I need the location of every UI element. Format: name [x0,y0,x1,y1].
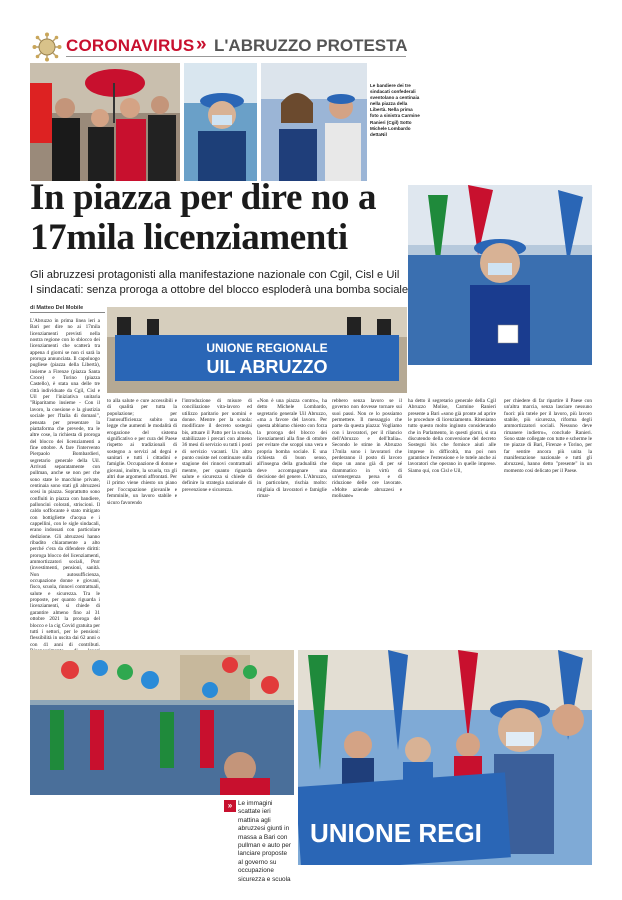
header-rule [66,56,406,57]
article-column-4: «Non è una piazza contro», ha detto Michele Lombardo, segretario generale Uil Abruzzo, «ma a favore del lavoro. Per questa abbiamo chiesto con forza la proroga del blocco dei licenziamenti alla fine di ottobre per evitare che scoppi una vera e propria bomba sociale. E una richiesta di buon senso, all'insegna della gradualità che deve accompagnare una decisione del genere. L'Abruzzo, in particolare, rischia molto: migliaia di lavoratori e famiglie rimar- [257,398,327,500]
section-subkicker: L'ABRUZZO PROTESTA [214,36,408,55]
headline: In piazza per dire no a 17mila licenziamenti [30,177,377,258]
photo-banner [107,307,407,393]
photo-top-1 [30,63,180,181]
article-column-6: ha detto il segretario generale della Cgil Abruzzo Molise, Carmine Ranieri presente a Bari «sono già pronte ad aprire le procedure di licenziamento. Riteniamo tutto questo molto inginsto considerando che in Parlamento, in questi giorni, si sta discutendo della conversione del decreto Sostegni bis che fornisce aiuti alle imprese in difficoltà, ma poi non garantisce l'estensione e le tutele anche ai lavoratori che operano in quelle imprese. Siamo qui, con Cisl e Uil, [408,398,496,474]
photo-right [408,185,592,365]
photo-bottom-left [30,650,294,795]
byline: di Matteo Del Mobile [30,305,84,311]
bottom-caption-text: Le immagini scattate ieri mattina agli abruzzesi giunti in massa a Bari con pullman e auto per lanciare proposte al governo su occupazione sicurezza e scuola [238,800,291,883]
subtitle-line-2: I sindacati: senza proroga a ottobre del blocco esploderà una bomba sociale [30,284,409,296]
byline-rule [30,312,105,313]
banner-text-2: UIL ABRUZZO [206,357,328,377]
top-photo-caption: Le bandiere dei tre sindacati confederali sventolano a centinaia nella piazza della Libertà. Nella prima foto a sinistra Carmine Ranieri (Cgil) Sotto Michele Lombardo dettaNil [370,83,420,137]
article-column-3: l'introduzione di misure di conciliazione vita-lavoro ed utilizzo paritario per uomini e donne. Mentre per la scuola: modificare il decreto sostegni bis, attuare il Patto per la scuola, stabilizzare i precari con almeno 36 mesi di servizio su tutti i posti di servizio vacanti. Un altro punto cosiste nel continuare sulla stagione dei rinnovi contrattuali mentre, per quanto riguarda salute e sicurezza si chiede di definire la strategia nazionale di prevenzione e sicurezza. [182,398,252,493]
bottom-banner-text: UNIONE REGI [310,818,482,848]
article-column-7: per chiedere di far ripartire il Paese con un'altra marcia, senza lasciare nessuno fuori: più tutele per il lavoro, più lavoro stabile, più sicurezza, riforma degli ammortizzatori sociali. Nessuno deve rimanere indietro», conclude Ranieri. Sono state collegate con tutte e scherme le tre piazze di Bari, Firenze e Torino, per far sentire ancora più unita la manifestazione nazionale e tutti gli abruzzesi, hanno detto "presente" in un momento così delicato per il Paese. [504,398,593,474]
article-column-1: L'Abruzzo in prima linea ieri a Bari per dire no ai 17mila licenziamenti previsti nella nostra regione con lo sblocco dei licenziamenti che scatterà tra appena 4 giorni se non ci sarà la proroga annunciata. Il capoluogo pugliese (piazza della Libertà), insieme a Firenze (piazza Santa Croce) e Torino (piazza Castello), è stata una delle tre città individuate da Cgil, Cisl e Uil per l'iniziativa unitaria "Riparitamo insieme - Con il lavoro, la coesione e la giustizia sociale per l'Italia di domani", pensata per presentare la piattaforma che prevede, tra le altre cose, la richiesta di proroga del blocco dei licenziamenti a fine ottobre. A fare l'intervento Pierpaolo Bombardieri, segretario generale della Uil. Arrivati separatamente con pullman, anche se non per che sono state le macchine private, centinaia sono stati gli abruzzesi scesi in piazza. Soprattutto sono confluiti in piazza con bandiere, palloncini colorati, striscioni. Il caldo soffocante è stato mitigato con bottigliette d'acqua e i cappellini, con le sigle sindacali, erano indossati con particolare dedizione. Gli abruzzesi hanno ribadito chiaramente a alto perché c'era da difendere diritti: proroga blocco del licenziamenti, ammortizzatori sociali, Pnrr (investimenti, pensioni, sanità. Non autosufficienza, occupazione donne e giovani, fisco, scuola, rinnovi contrattuali, salute e sicurezza. Tra le proposte, per quanto riguarda i licenziamenti, si chiede di garantire almeno fino al 31 ottobre 2021 la proroga del blocco e la cig Covid gratuita per tutti i settori, per le pensioni: flessibilità in uscita dai 62 anni o con 41 anni di contributi. [30,318,100,648]
subheadline [30,268,410,298]
photo-top-3 [261,63,367,181]
section-kicker: CORONAVIRUS [66,36,195,55]
article-column-5: rebbero senza lavoro se il governo non dovesse tornare sui suoi passi. Non ce lo possiamo permettere. Il messaggio che parte da questa piazza: Vogliamo con i lavoratori, per il rilancio dell'Abruzzo e dell'Italia». Secondo le stime in Abruzzo 17mila sono i lavoratori che perderanno il posto di lavoro dopo un anno già di per sé drammatico in virtù di un'emergenza persa e di riduzione delle ore lavorate. «Molte aziende abruzzesi e molisane» [332,398,402,500]
caption-marker: » [224,800,236,812]
kicker-separator: » [196,34,207,55]
photo-top-2 [184,63,257,181]
article-column-2: to alla salute e cure accessibili e di qualità per tutta la popolazione; per l'autosufficienza: subito una legge che aumenti le modalità di erogazione del sistema significativo e per cura del Paese rispetto ai tradizionali di sostegno a servizi ad degni e sanitari e tutti i cittadini e famiglie. Occupazione di donne e giovani, inoltre, la scuola, tra gli altri due argomenti affrontati. Per il primo viene chiesto un piano per l'occupazione giovanile e femminile, un lavoro stabile e sicuro favorendo [107,398,177,506]
banner-text-1: UNIONE REGIONALE [206,341,328,355]
coronavirus-icon [32,32,62,62]
photo-bottom-right [298,650,592,865]
subtitle-line-1: Gli abruzzesi protagonisti alla manifestazione nazionale con Cgil, Cisl e Uil [30,269,400,281]
bottom-photo-caption [224,800,292,884]
